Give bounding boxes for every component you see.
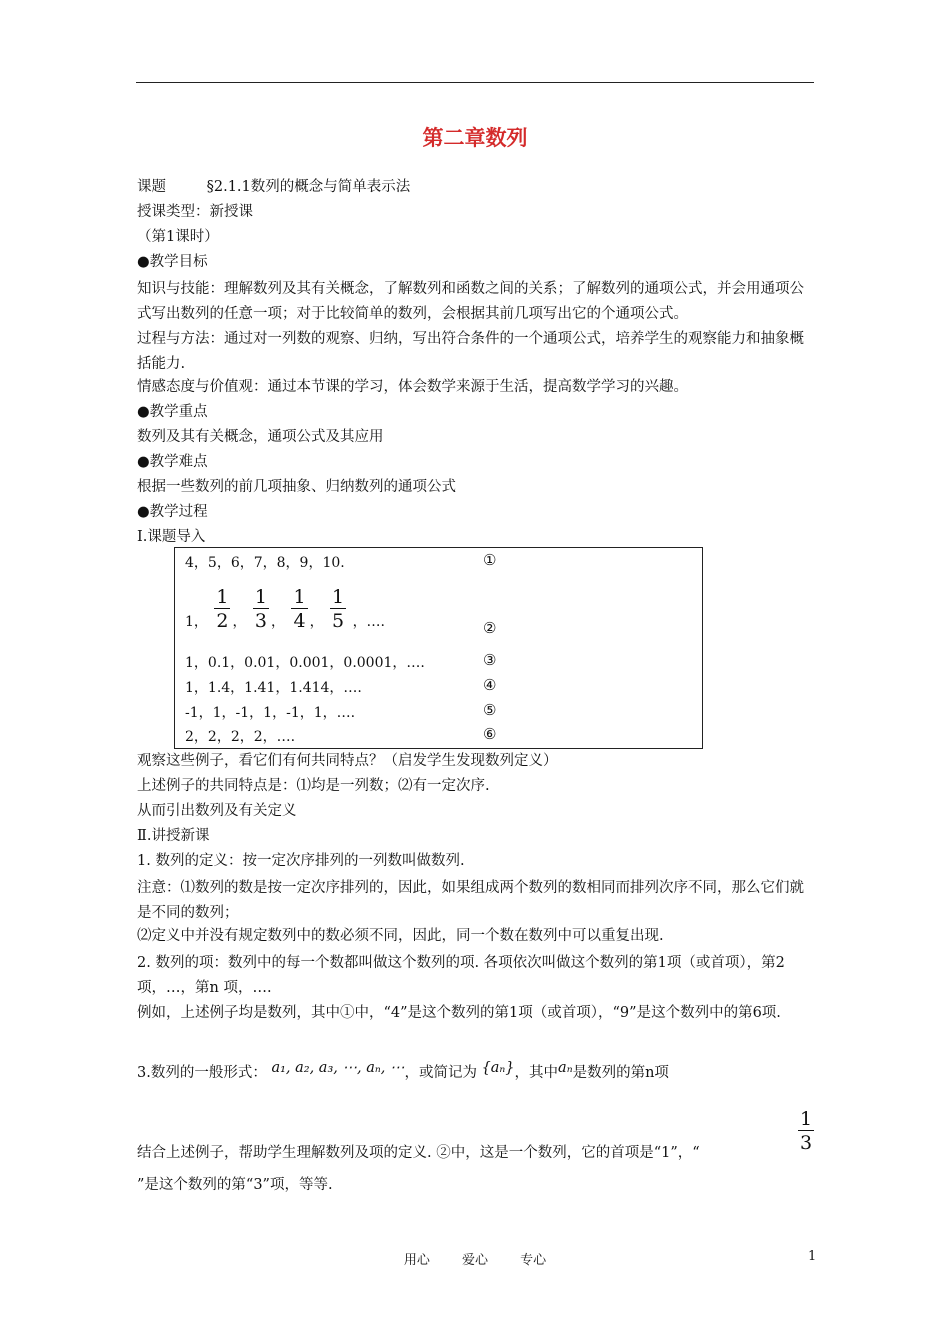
common-text: 上述例子的共同特点是：⑴均是一列数；⑵有一定次序. (137, 778, 490, 794)
course-value: §2.1.1数列的概念与简单表示法 (206, 179, 411, 195)
goal-knowledge: 知识与技能：理解数列及其有关概念，了解数列和函数之间的关系；了解数列的通项公式，并会用通项公式写出数列的任意一项；对于比较简单的数列，会根据其前几项写出它的个通项公式。 (137, 281, 804, 322)
fraction-one-third: $\frac{1}{3}$ (800, 1108, 813, 1154)
page-number: 1 (808, 1249, 817, 1264)
example-mark-3: ③ (483, 651, 497, 669)
goal-attitude: 情感态度与价值观：通过本节课的学习，体会数学来源于生活，提高数学学习的兴趣。 (137, 379, 688, 395)
def3-tail: 是数列的第n项 (572, 1065, 669, 1081)
observe-text: 观察这些例子，看它们有何共同特点？（启发学生发现数列定义） (137, 753, 558, 769)
lead-text: 从而引出数列及有关定义 (137, 803, 297, 819)
difficulty-text: 根据一些数列的前几项抽象、归纳数列的通项公式 (137, 479, 456, 495)
def3-mid2: ，其中 (514, 1065, 559, 1081)
general-form: a₁, a₂, a₃, ⋯, aₙ, ⋯ (271, 1060, 405, 1076)
note-2: ⑵定义中并没有规定数列中的数必须不同，因此，同一个数在数列中可以重复出现. (137, 928, 664, 944)
nth-term: aₙ (558, 1060, 573, 1076)
examples-table (174, 547, 703, 749)
example-mark-2: ② (483, 619, 497, 637)
definition-1: 1. 数列的定义：按一定次序排列的一列数叫做数列. (137, 853, 465, 869)
course-label: 课题 (137, 179, 166, 195)
example-mark-6: ⑥ (483, 725, 497, 743)
example-mark-1: ① (483, 551, 497, 569)
definition-3 (137, 1060, 669, 1083)
example-mark-4: ④ (483, 676, 497, 694)
lesson-hours: （第1课时） (137, 229, 219, 245)
header-rule (136, 82, 814, 83)
def3-lead: 3.数列的一般形式： (137, 1065, 267, 1081)
difficulty-heading: ●教学难点 (137, 454, 208, 470)
lesson-type: 授课类型：新授课 (137, 204, 253, 220)
row2-tail: ，…. (352, 613, 386, 630)
course-line (137, 177, 410, 197)
footer-word-2: 爱心 (461, 1253, 488, 1268)
row2-lead: 1， (185, 613, 208, 630)
goal-heading: ●教学目标 (137, 254, 208, 270)
new-heading: Ⅱ.讲授新课 (137, 828, 210, 844)
process-heading: ●教学过程 (137, 504, 208, 520)
footer-word-1: 用心 (403, 1253, 430, 1268)
example-row-2: 1， $\frac{1}{2}$ ， $\frac{1}{3}$ ， $\frac{1}{4}$ ， $\frac{1}{5}$ ，…. (185, 586, 386, 632)
example-row-5: -1，1，-1，1，-1，1，…. (185, 705, 356, 721)
def3-mid: ，或简记为 (404, 1065, 477, 1081)
example-text: 例如，上述例子均是数列，其中①中，“4”是这个数列的第1项（或首项），“9”是这个数列中的第6项. (137, 1005, 781, 1021)
definition-2: 2. 数列的项：数列中的每一个数都叫做这个数列的项. 各项依次叫做这个数列的第1项（或首项），第2项，…，第n 项，…. (137, 955, 785, 996)
fraction-third: $\frac{1}{3}$ (254, 586, 268, 632)
example-mark-5: ⑤ (483, 701, 497, 719)
example-row-1: 4，5，6，7，8，9，10. (185, 555, 345, 571)
example-row-6: 2，2，2，2，…. (185, 729, 296, 745)
brace-notation: {aₙ} (481, 1060, 515, 1076)
combine-text-2: ”是这个数列的第“3”项，等等. (137, 1177, 333, 1193)
fraction-fifth: $\frac{1}{5}$ (332, 586, 345, 632)
intro-heading: Ⅰ.课题导入 (137, 529, 206, 545)
goal-process: 过程与方法：通过对一列数的观察、归纳，写出符合条件的一个通项公式，培养学生的观察能力和抽象概括能力. (137, 331, 804, 372)
key-heading: ●教学重点 (137, 404, 208, 420)
fraction-quarter: $\frac{1}{4}$ (293, 586, 306, 632)
example-row-4: 1，1.4，1.41，1.414，…. (185, 680, 362, 696)
fraction-half: $\frac{1}{2}$ (216, 586, 229, 632)
note-1: 注意：⑴数列的数是按一定次序排列的，因此，如果组成两个数列的数相同而排列次序不同，那么它们就是不同的数列； (137, 880, 804, 921)
example-row-3: 1，0.1，0.01，0.001，0.0001，…. (185, 655, 425, 671)
key-text: 数列及其有关概念，通项公式及其应用 (137, 429, 384, 445)
combine-text: 结合上述例子，帮助学生理解数列及项的定义. ②中，这是一个数列，它的首项是“1”，“ (137, 1145, 700, 1161)
footer-word-3: 专心 (520, 1253, 547, 1268)
chapter-title: 第二章数列 (422, 126, 528, 150)
